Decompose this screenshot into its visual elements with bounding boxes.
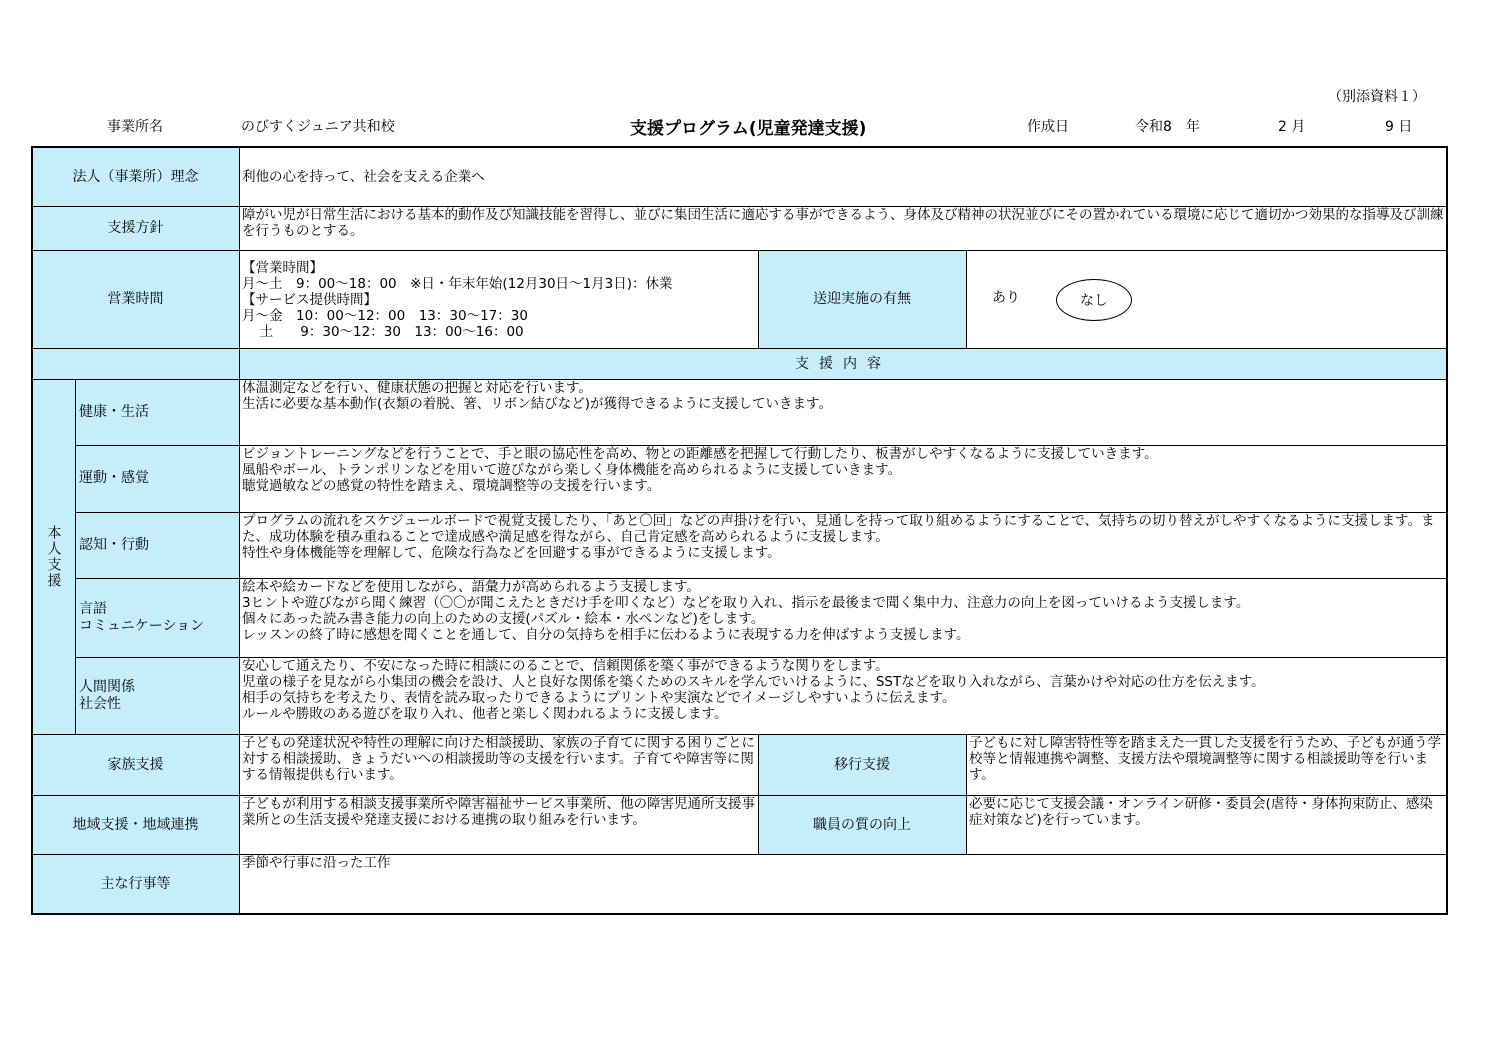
text-line: 3ヒントや遊びながら聞く練習（〇〇が聞こえたときだけ手を叩くなど）などを取り入れ、指示を最後まで聞く集中力、注意力の向上を図っていけるよう支援します。 <box>242 595 1250 611</box>
hours-line: 月～土 9：00～18：00 ※日・年末年始(12月30日～1月3日)：休業 <box>242 276 673 292</box>
created-era-year: 令和8 年 <box>1135 119 1200 135</box>
support-content-label: 支援内容 <box>795 355 891 372</box>
hours-line: 【サービス提供時間】 <box>242 292 377 308</box>
page-title: 支援プログラム(児童発達支援) <box>630 119 867 139</box>
label-line: 言語 <box>79 600 107 617</box>
self-support-cognition-text <box>239 512 1447 578</box>
self-support-health-label: 健康・生活 <box>75 379 239 445</box>
office-label: 事業所名 <box>107 119 163 135</box>
column-divider <box>966 250 967 348</box>
row-divider <box>32 795 1447 796</box>
hours-label: 営業時間 <box>32 250 239 348</box>
self-support-label: 本人支援 <box>45 524 62 589</box>
text-line: 児童の様子を見ながら小集団の機会を設け、人と良好な関係を築くためのスキルを学んでいけるように、SSTなどを取り入れながら、言葉かけや対応の仕方を伝えます。 <box>242 674 1265 690</box>
hours-line: 月～金 10：00～12：00 13：30～17：30 <box>242 308 528 324</box>
row-divider <box>75 578 1447 579</box>
column-divider <box>239 147 240 914</box>
family-support-label: 家族支援 <box>32 734 239 795</box>
row-divider <box>32 250 1447 251</box>
text-line: 個々にあった読み書き能力の向上のための支援(パズル・絵本・水ペンなど)をします。 <box>242 611 765 627</box>
text-line: ルールや勝敗のある遊びを取り入れ、他者と楽しく関われるように支援します。 <box>242 706 728 722</box>
created-day: 9 日 <box>1385 119 1413 135</box>
transition-support-label: 移行支援 <box>758 734 966 795</box>
table-border <box>31 913 1448 915</box>
staff-quality-text: 必要に応じて支援会議・オンライン研修・委員会(虐待・身体拘束防止、感染症対策など)を行っています。 <box>969 796 1433 828</box>
table-border <box>31 146 1448 148</box>
created-label: 作成日 <box>1027 119 1069 135</box>
text-line: 聴覚過敏などの感覚の特性を踏まえ、環境調整等の支援を行います。 <box>242 478 661 494</box>
table-border <box>31 146 33 915</box>
text-line: 風船やボール、トランポリンなどを用いて遊びながら楽しく身体機能を高められるように支援していきます。 <box>242 462 902 478</box>
transport-option-no: なし <box>1056 279 1132 321</box>
column-divider <box>758 250 759 348</box>
text-line: 安心して通えたり、不安になった時に相談にのることで、信頼関係を築く事ができるような関りをします。 <box>242 658 889 674</box>
philosophy-text <box>239 147 1447 206</box>
self-support-language-text <box>239 578 1447 657</box>
row-divider <box>75 512 1447 513</box>
policy-text: 障がい児が日常生活における基本的動作及び知識技能を習得し、並びに集団生活に適応する事ができるよう、身体及び精神の状況並びにその置かれている環境に応じて適切かつ効果的な指導及び訓練を行うものとする。 <box>242 207 1444 239</box>
self-support-label-cell <box>32 379 75 734</box>
self-support-language-label <box>75 578 239 657</box>
hours-text <box>239 250 758 348</box>
column-divider <box>758 734 759 854</box>
support-content-spacer <box>32 348 239 379</box>
row-divider <box>75 445 1447 446</box>
events-text: 季節や行事に沿った工作 <box>242 855 391 871</box>
philosophy-label: 法人（事業所）理念 <box>32 147 239 206</box>
self-support-motor-label: 運動・感覚 <box>75 445 239 512</box>
table-border <box>1446 146 1448 915</box>
created-month: 2 月 <box>1278 119 1306 135</box>
row-divider <box>32 379 1447 380</box>
column-divider <box>75 379 76 734</box>
row-divider <box>32 348 1447 349</box>
row-divider <box>32 854 1447 855</box>
transition-support-text: 子どもに対し障害特性等を踏まえた一貫した支援を行うため、子どもが通う学校等と情報連携や調整、支援方法や環境調整等に関する相談援助等を行います。 <box>969 735 1441 783</box>
text-line: 絵本や絵カードなどを使用しながら、語彙力が高められるよう支援します。 <box>242 579 700 595</box>
label-line: 社会性 <box>79 695 121 712</box>
hours-line: 【営業時間】 <box>242 260 323 276</box>
attachment-label: （別添資料１） <box>1328 89 1426 105</box>
family-support-text: 子どもの発達状況や特性の理解に向けた相談援助、家族の子育てに関する困りごとに対する相談援助、きょうだいへの相談援助等の支援を行います。子育てや障害等に関する情報提供も行います。 <box>242 735 755 783</box>
events-label: 主な行事等 <box>32 854 239 914</box>
office-name: のびすくジュニア共和校 <box>241 119 395 135</box>
text-line: 相手の気持ちを考えたり、表情を読み取ったりできるようにプリントや実演などでイメージしやすいように伝えます。 <box>242 690 956 706</box>
support-content-header <box>239 348 1447 379</box>
self-support-relations-label <box>75 657 239 734</box>
hours-line: 土 9：30～12：30 13：00～16：00 <box>242 324 524 340</box>
label-line: 人間関係 <box>79 678 135 695</box>
transport-option-yes: あり <box>992 290 1020 306</box>
row-divider <box>75 657 1447 658</box>
text-line: 体温測定などを行い、健康状態の把握と対応を行います。 <box>242 380 592 396</box>
self-support-relations-text <box>239 657 1447 734</box>
self-support-cognition-label: 認知・行動 <box>75 512 239 578</box>
policy-label: 支援方針 <box>32 206 239 250</box>
transport-options <box>966 250 1447 348</box>
staff-quality-label: 職員の質の向上 <box>758 795 966 854</box>
text-line: 特性や身体機能等を理解して、危険な行為などを回避する事ができるように支援します。 <box>242 545 781 561</box>
transport-label: 送迎実施の有無 <box>758 250 966 348</box>
community-support-text: 子どもが利用する相談支援事業所や障害福祉サービス事業所、他の障害児通所支援事業所との生活支援や発達支援における連携の取り組みを行います。 <box>242 796 755 828</box>
row-divider <box>32 206 1447 207</box>
philosophy-value: 利他の心を持って、社会を支える企業へ <box>242 168 485 185</box>
text-line: 生活に必要な基本動作(衣類の着脱、箸、リボン結びなど)が獲得できるように支援していきます。 <box>242 396 832 412</box>
row-divider <box>32 734 1447 735</box>
community-support-label: 地域支援・地域連携 <box>32 795 239 854</box>
self-support-health-text <box>239 379 1447 445</box>
self-support-motor-text <box>239 445 1447 512</box>
text-line: レッスンの終了時に感想を聞くことを通して、自分の気持ちを相手に伝わるように表現する力を伸ばすよう支援します。 <box>242 627 970 643</box>
label-line: コミュニケーション <box>79 617 205 634</box>
text-line: ビジョントレーニングなどを行うことで、手と眼の協応性を高め、物との距離感を把握して行動したり、板書がしやすくなるように支援していきます。 <box>242 446 1158 462</box>
column-divider <box>966 734 967 854</box>
text-line: プログラムの流れをスケジュールボードで視覚支援したり、「あと〇回」などの声掛けを行い、見通しを持って取り組めるようにすることで、気持ちの切り替えがしやすくなるように支援します。また、成功体験を積み重ねることで達成感や満足感を得ながら、自己肯定感を高められるように支援します。 <box>242 513 1435 545</box>
